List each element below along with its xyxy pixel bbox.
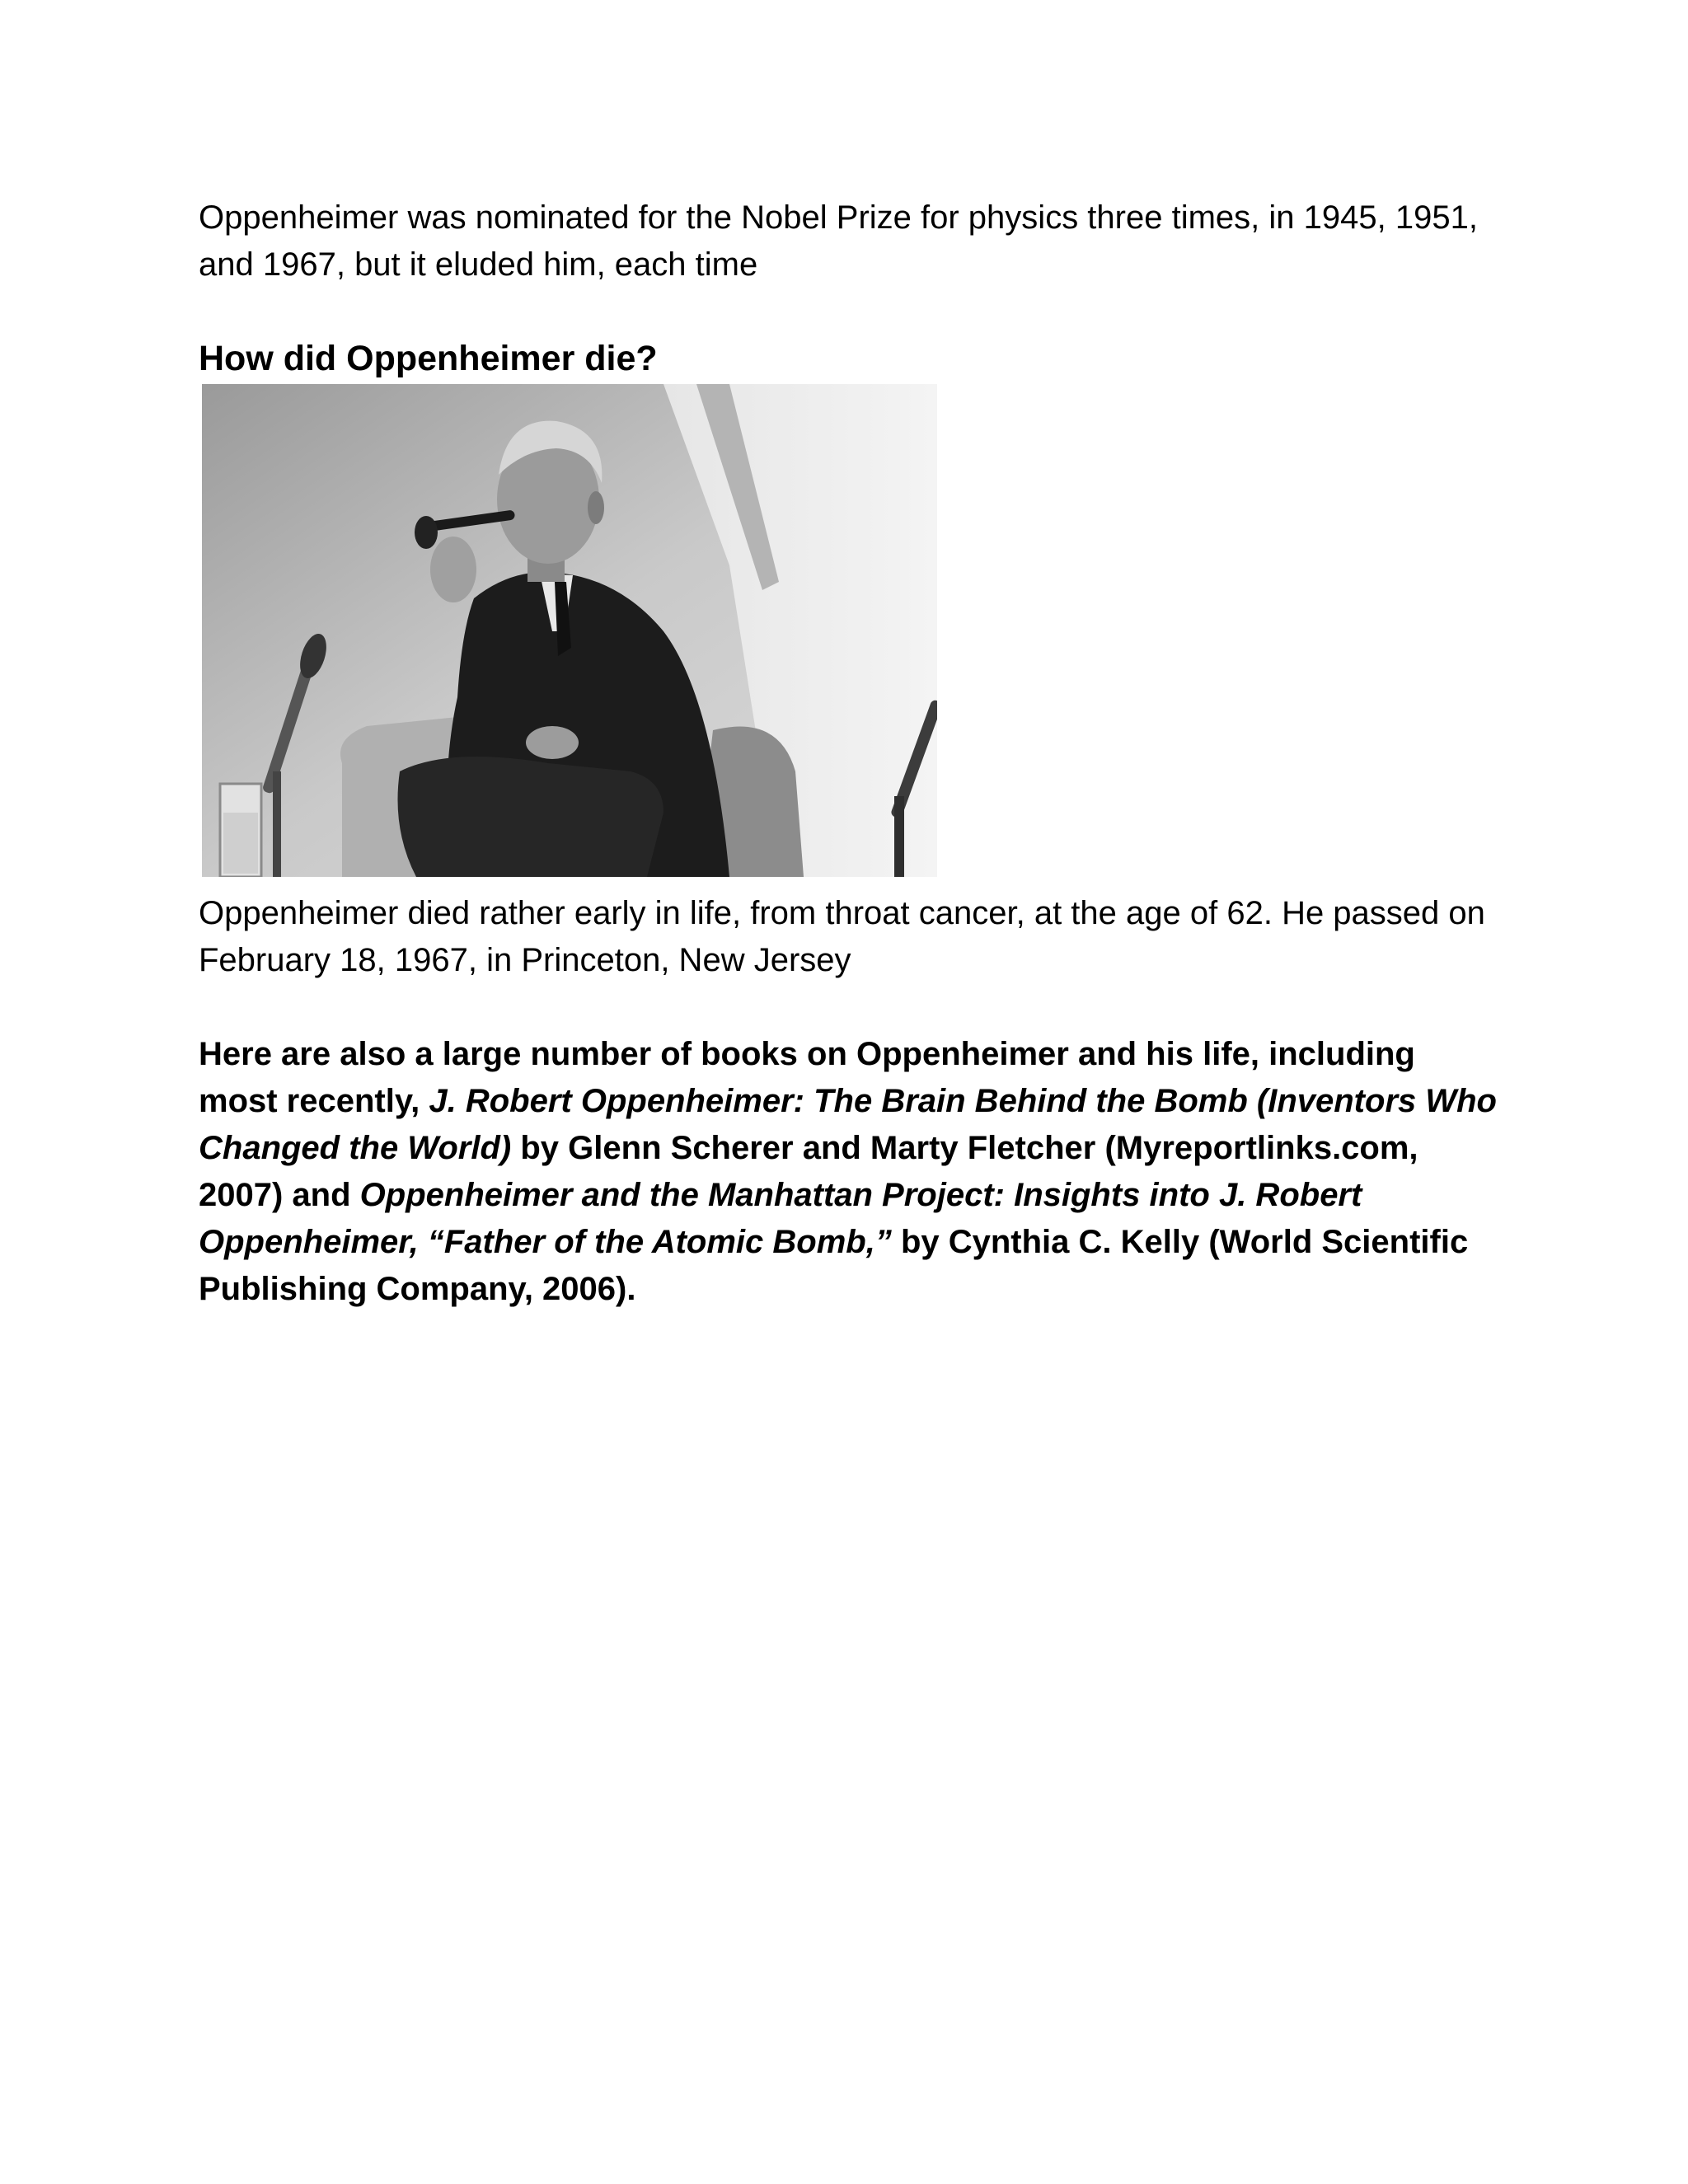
oppenheimer-photo bbox=[202, 384, 937, 877]
book-title-1: J. Robert Oppenheimer: The Brain Behind the Bomb (Inventors Who Changed the World) bbox=[199, 1083, 1497, 1166]
books-paragraph bbox=[199, 1031, 1501, 1313]
books-text-2: by Glenn Scherer and Marty Fletcher (Myreportlinks.com, 2007) and bbox=[199, 1130, 1418, 1213]
books-text-3: by Cynthia C. Kelly (World Scientific Publishing Company, 2006). bbox=[199, 1224, 1469, 1307]
document-page bbox=[199, 194, 1501, 1313]
heading-death: How did Oppenheimer die? bbox=[199, 339, 658, 378]
paragraph-nobel: Oppenheimer was nominated for the Nobel Prize for physics three times, in 1945, 1951, and 1967, but it eluded him, each time bbox=[199, 199, 1478, 283]
books-text-1: Here are also a large number of books on Oppenheimer and his life, including most recently, bbox=[199, 1036, 1415, 1119]
book-title-2: Oppenheimer and the Manhattan Project: Insights into J. Robert Oppenheimer, “Father of the Atomic Bomb,” bbox=[199, 1177, 1362, 1260]
paragraph-death: Oppenheimer died rather early in life, from throat cancer, at the age of 62. He passed on February 18, 1967, in Princeton, New Jersey bbox=[199, 895, 1485, 978]
